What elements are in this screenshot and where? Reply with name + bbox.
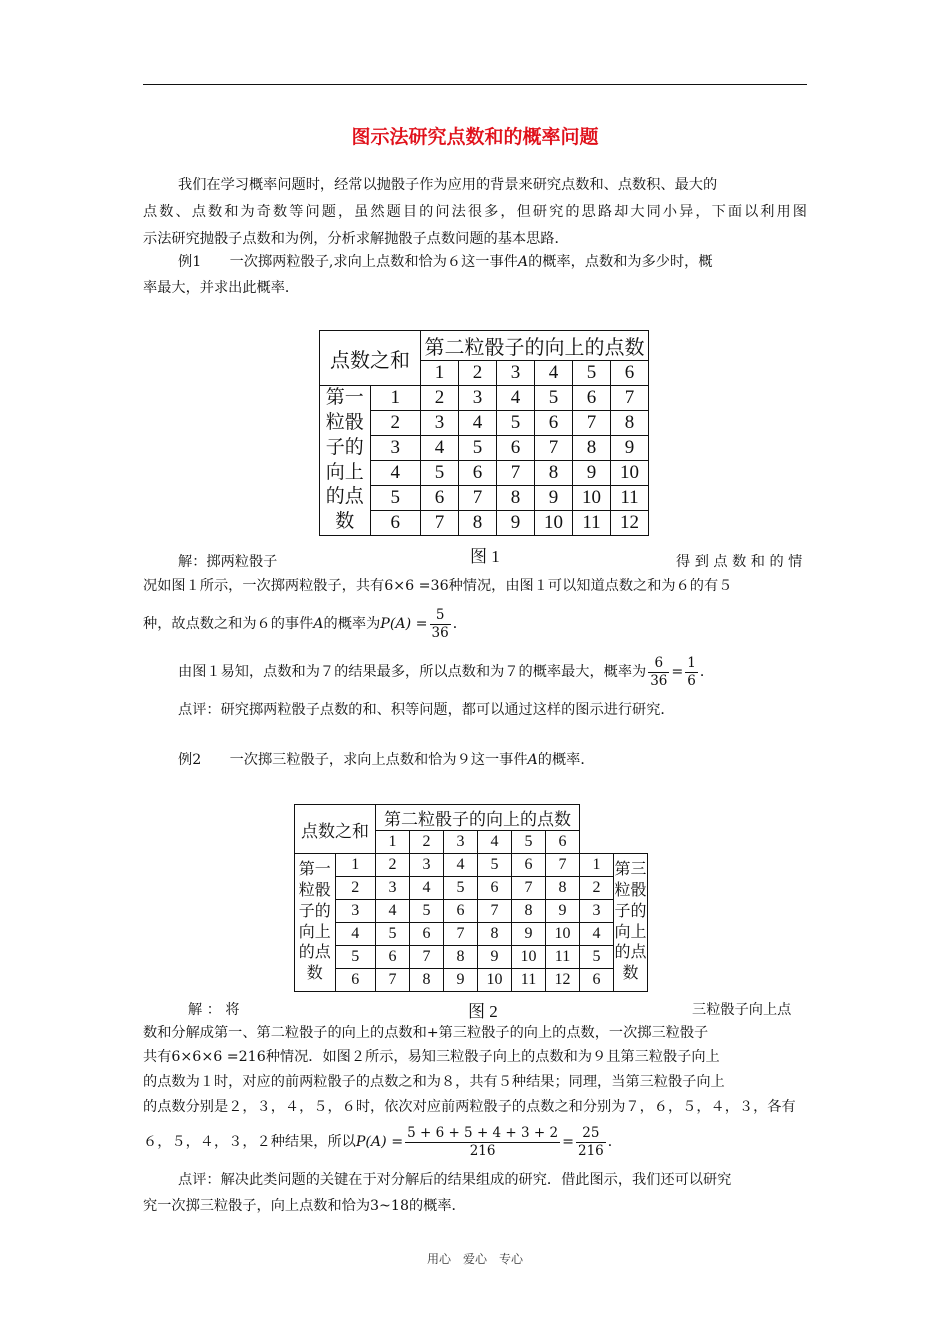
t2-cell: 11	[512, 969, 546, 992]
example2-solution-line-2: 数和分解成第一、第二粒骰子的向上的点数和+第三粒骰子的向上的点数，一次掷三粒骰子	[143, 1025, 709, 1041]
example2-comment-line-1: 点评：解决此类问题的关键在于对分解后的结果组成的研究．借此图示，我们还可以研究	[178, 1172, 732, 1188]
t2-cell: 8	[512, 900, 546, 923]
t2-right-header-line: 向上	[614, 923, 647, 941]
t1-cell: 5	[421, 461, 459, 486]
t1-side-header-line: 粒骰	[325, 412, 364, 434]
example2-solution-start: 解 ： 将	[188, 1002, 240, 1018]
t1-cell: 12	[611, 511, 649, 536]
page-footer: 用心 爱心 专心	[426, 1252, 523, 1266]
example1-line-2: 率最大，并求出此概率．	[143, 280, 300, 296]
t2-cell: 5	[444, 877, 478, 900]
t2-col-label: 6	[546, 831, 580, 854]
example1-solution-line-2: 况如图１所示，一次掷两粒骰子，共有6×6 =36种情况，由图１可以知道点数之和为６的有５	[143, 578, 733, 594]
t2-cell: 5	[335, 946, 376, 969]
t1-col-label: 2	[459, 361, 497, 386]
t1-cell: 3	[421, 411, 459, 436]
t1-cell: 6	[497, 436, 535, 461]
t1-cell: 6	[573, 386, 611, 411]
t1-cell: 8	[497, 486, 535, 511]
t1-col-label: 5	[573, 361, 611, 386]
t2-cell: 8	[478, 923, 512, 946]
figure1-table	[319, 330, 649, 536]
t2-col-label: 4	[478, 831, 512, 854]
t1-col-label: 3	[497, 361, 535, 386]
intro-line-2: 点数、点数和为奇数等问题，虽然题目的问法很多，但研究的思路却大同小异，下面以利用图	[143, 204, 807, 220]
t1-cell: 2	[370, 411, 421, 436]
t1-side-header-line: 第一	[325, 387, 364, 409]
t2-col-label: 3	[444, 831, 478, 854]
t1-cell: 4	[370, 461, 421, 486]
t2-cell: 9	[444, 969, 478, 992]
t2-cell: 7	[444, 923, 478, 946]
t2-cell: 5	[410, 900, 444, 923]
t1-side-header	[320, 386, 371, 536]
table-row	[320, 386, 649, 411]
t1-cell: 7	[611, 386, 649, 411]
fraction-5-36: $\frac{5}{36}$	[431, 606, 449, 641]
t2-cell: 5	[376, 923, 410, 946]
t2-cell: 3	[335, 900, 376, 923]
t1-cell: 3	[459, 386, 497, 411]
t2-side-header-line: 第一	[298, 861, 331, 879]
example1-line-1: 例1 一次掷两粒骰子,求向上点数和恰为６这一事件A的概率，点数和为多少时，概	[178, 254, 713, 270]
t1-cell: 5	[370, 486, 421, 511]
t2-cell: 10	[512, 946, 546, 969]
t2-cell: 4	[335, 923, 376, 946]
t2-cell: 3	[580, 900, 614, 923]
t2-right-header-line: 第三	[614, 861, 647, 879]
t1-col-label: 4	[535, 361, 573, 386]
t2-cell: 5	[478, 854, 512, 877]
table-row	[295, 923, 648, 946]
t1-cell: 4	[459, 411, 497, 436]
t2-cell: 11	[546, 946, 580, 969]
t1-cell: 7	[459, 486, 497, 511]
table-row	[295, 854, 648, 877]
example1-solution-right: 得 到 点 数 和 的 情	[676, 554, 803, 570]
t2-cell: 4	[376, 900, 410, 923]
t1-cell: 9	[611, 436, 649, 461]
t1-cell: 6	[535, 411, 573, 436]
t2-cell: 6	[478, 877, 512, 900]
t1-cell: 10	[535, 511, 573, 536]
t1-cell: 1	[370, 386, 421, 411]
t2-cell: 5	[580, 946, 614, 969]
t1-cell: 3	[370, 436, 421, 461]
t1-cell: 6	[459, 461, 497, 486]
example2-solution-line-5: 的点数分别是２，３，４，５，６时，依次对应前两粒骰子的点数之和分别为７，６，５，４，３，各有	[143, 1099, 796, 1115]
fraction-1-6: $\frac{1}{6}$	[687, 654, 696, 689]
t2-cell: 2	[376, 854, 410, 877]
table1-corner: 点数之和	[320, 331, 421, 386]
t2-cell: 1	[335, 854, 376, 877]
t1-cell: 8	[459, 511, 497, 536]
intro-line-1: 我们在学习概率问题时，经常以抛骰子作为应用的背景来研究点数和、点数积、最大的	[178, 177, 718, 193]
t2-right-header-line: 数	[622, 965, 639, 983]
t1-cell: 7	[421, 511, 459, 536]
t2-cell: 6	[512, 854, 546, 877]
t1-cell: 6	[370, 511, 421, 536]
t2-cell: 7	[478, 900, 512, 923]
t1-side-header-line: 的点	[325, 486, 364, 508]
t2-cell: 10	[546, 923, 580, 946]
t2-col-label: 5	[512, 831, 546, 854]
example2-line-1: 例2 一次掷三粒骰子，求向上点数和恰为９这一事件A的概率．	[178, 752, 595, 768]
t2-cell: 8	[444, 946, 478, 969]
table2-top-header: 第二粒骰子的向上的点数	[376, 805, 580, 831]
t2-cell: 6	[444, 900, 478, 923]
t1-side-header-line: 数	[335, 510, 355, 532]
t1-cell: 4	[421, 436, 459, 461]
t2-right-header-line: 粒骰	[614, 881, 647, 899]
t2-side-header-line: 数	[306, 965, 323, 983]
t2-cell: 9	[478, 946, 512, 969]
example2-solution-line-3: 共有6×6×6 =216种情况．如图２所示，易知三粒骰子向上的点数和为９且第三粒骰子向上	[143, 1049, 720, 1065]
t2-cell: 3	[410, 854, 444, 877]
t2-side-header	[295, 854, 336, 992]
t2-cell: 7	[512, 877, 546, 900]
table-row	[295, 969, 648, 992]
t1-cell: 5	[535, 386, 573, 411]
t2-right-header-line: 子的	[614, 902, 647, 920]
t1-cell: 11	[573, 511, 611, 536]
t2-cell: 12	[546, 969, 580, 992]
t2-cell: 4	[410, 877, 444, 900]
t1-cell: 9	[573, 461, 611, 486]
t1-cell: 5	[497, 411, 535, 436]
t1-cell: 8	[573, 436, 611, 461]
table-row	[295, 900, 648, 923]
t2-cell: 10	[478, 969, 512, 992]
t1-cell: 9	[497, 511, 535, 536]
t2-cell: 6	[410, 923, 444, 946]
table1-top-header: 第二粒骰子的向上的点数	[421, 331, 649, 361]
t1-cell: 8	[611, 411, 649, 436]
header-rule	[143, 84, 807, 85]
example2-solution-right: 三粒骰子向上点	[692, 1002, 792, 1018]
t2-cell: 7	[376, 969, 410, 992]
t2-cell: 3	[376, 877, 410, 900]
fraction-6-36: $\frac{6}{36}$	[650, 654, 668, 689]
t1-cell: 11	[611, 486, 649, 511]
t2-right-header-line: 的点	[614, 944, 647, 962]
t1-cell: 9	[535, 486, 573, 511]
t2-cell: 4	[580, 923, 614, 946]
t2-cell: 4	[444, 854, 478, 877]
t2-cell: 9	[512, 923, 546, 946]
example1-solution-line-3: 种，故点数之和为６的事件A的概率为P(A) = $\frac{5}{36}$ ．	[143, 606, 467, 641]
fraction-25-216: $\frac{25}{216}$	[578, 1124, 604, 1159]
t2-cell: 7	[546, 854, 580, 877]
t1-cell: 2	[421, 386, 459, 411]
example2-solution-line-6: ６，５，４，３，２种结果，所以P(A) = $\frac{5 + 6 + 5 + 4 + 3 + 2}{216}$ = $\frac{25}{216}$ ．	[143, 1124, 622, 1159]
t2-side-header-line: 粒骰	[298, 881, 331, 899]
example1-solution-line-4: 由图１易知，点数和为７的结果最多，所以点数和为７的概率最大，概率为 $\frac{6}{36}$ = $\frac{1}{6}$ ．	[178, 654, 715, 689]
figure2-table	[294, 804, 648, 992]
t2-cell: 1	[580, 854, 614, 877]
example2-solution-line-4: 的点数为１时，对应的前两粒骰子的点数之和为８，共有５种结果；同理，当第三粒骰子向上	[143, 1074, 725, 1090]
t2-col-label: 1	[376, 831, 410, 854]
table2-corner: 点数之和	[295, 805, 376, 854]
t1-side-header-line: 向上	[325, 461, 364, 483]
t1-cell: 10	[573, 486, 611, 511]
example2-comment-line-2: 究一次掷三粒骰子，向上点数和恰为3~18的概率．	[143, 1198, 466, 1214]
t1-cell: 4	[497, 386, 535, 411]
t1-cell: 6	[421, 486, 459, 511]
t1-side-header-line: 子的	[325, 436, 364, 458]
figure1-caption: 图 1	[470, 547, 500, 566]
t1-cell: 7	[497, 461, 535, 486]
fraction-sum-216: $\frac{5 + 6 + 5 + 4 + 3 + 2}{216}$	[407, 1124, 559, 1159]
table-row	[295, 946, 648, 969]
t1-cell: 8	[535, 461, 573, 486]
t2-cell: 9	[546, 900, 580, 923]
t2-cell: 6	[335, 969, 376, 992]
t2-cell: 7	[410, 946, 444, 969]
t2-right-header	[614, 854, 648, 992]
t2-cell: 2	[335, 877, 376, 900]
t2-side-header-line: 的点	[298, 944, 331, 962]
table-row	[295, 877, 648, 900]
t1-cell: 10	[611, 461, 649, 486]
t1-cell: 7	[535, 436, 573, 461]
t2-side-header-line: 子的	[298, 902, 331, 920]
t1-col-label: 6	[611, 361, 649, 386]
t1-cell: 5	[459, 436, 497, 461]
t2-cell: 2	[580, 877, 614, 900]
t2-col-label: 2	[410, 831, 444, 854]
t2-side-header-line: 向上	[298, 923, 331, 941]
example1-solution-start: 解：掷两粒骰子	[178, 554, 278, 570]
t1-cell: 7	[573, 411, 611, 436]
intro-line-3: 示法研究抛骰子点数和为例，分析求解抛骰子点数问题的基本思路．	[143, 231, 569, 247]
t2-cell: 6	[376, 946, 410, 969]
t2-cell: 6	[580, 969, 614, 992]
t2-cell: 8	[410, 969, 444, 992]
page-title: 图示法研究点数和的概率问题	[351, 126, 599, 148]
t2-cell: 8	[546, 877, 580, 900]
example1-comment: 点评：研究掷两粒骰子点数的和、积等问题，都可以通过这样的图示进行研究．	[178, 702, 675, 718]
t1-col-label: 1	[421, 361, 459, 386]
figure2-caption: 图 2	[468, 1002, 498, 1021]
